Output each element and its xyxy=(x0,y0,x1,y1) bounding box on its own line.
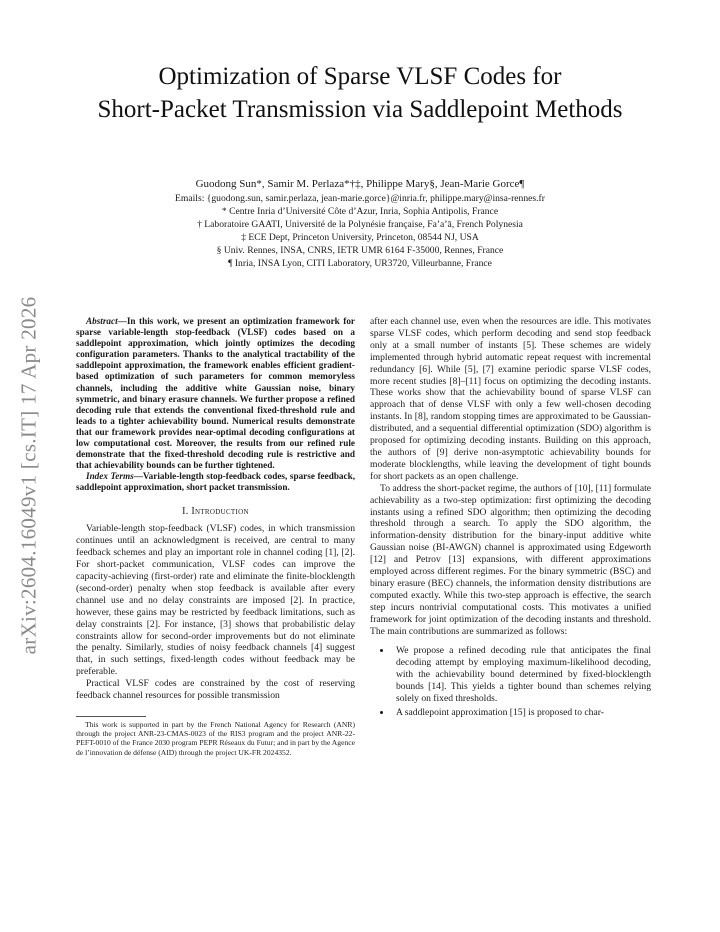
intro-paragraph-1: Variable-length stop-feedback (VLSF) codes, in which transmission continues until an acknowledgment is received, are central to many feedback schemes and play an important role in channel coding [1], [2]. For short-packet communication, VLSF codes can improve the capacity-achieving (first-order) rate and eliminate the finite-blocklength (second-order) penalty when stop feedback is available after every channel use and no delay constraints are imposed [2]. In practice, however, these gains may be restricted by feedback limitations, such as delay constraints [2]. For instance, [3] shows that probabilistic delay constraints allow for second-order improvements but do not eliminate the penalty. Similarly, studies of noisy feedback channels [4] suggest that, in such settings, fixed-length codes without feedback may be preferable. xyxy=(76,523,355,678)
affiliation-3: ‡ ECE Dept, Princeton University, Princeton, 08544 NJ, USA xyxy=(241,232,479,243)
intro-paragraph-3: after each channel use, even when the resources are idle. This motivates sparse VLSF codes, which perform decoding and send stop feedback only at a small number of instants [5]. These schemes are widely implemented through hybrid automatic repeat request with incremental redundancy [6]. While [5], [7] examine periodic sparse VLSF codes, more recent studies [8]–[11] focus on optimizing the decoding instants. These works show that the achievability bound of sparse VLSF can approach that of dense VLSF with only a few well-chosen decoding instants. In [8], random stopping times are approximated to be Gaussian-distributed, and a sequential differential optimization (SDO) algorithm is proposed for optimizing decoding instants. Building on this approach, the authors of [9] derive non-asymptotic achievability bounds for moderate blocklengths, while leaving the development of tight bounds for short packets as an open challenge. xyxy=(370,316,651,482)
affiliation-4: § Univ. Rennes, INSA, CNRS, IETR UMR 6164 F-35000, Rennes, France xyxy=(216,245,504,256)
affiliation-2: † Laboratoire GAATI, Université de la Polynésie française, Fa’a’ā, French Polynesia xyxy=(197,219,523,230)
abstract-label: Abstract xyxy=(86,316,118,326)
paper-title xyxy=(0,60,720,126)
footnote-divider xyxy=(76,716,146,717)
author-emails: Emails: {guodong.sun, samir.perlaza, jean-marie.gorce}@inria.fr, philippe.mary@insa-rennes.fr xyxy=(175,193,545,204)
author-names: Guodong Sun*, Samir M. Perlaza*†‡, Philippe Mary§, Jean-Marie Gorce¶ xyxy=(195,178,525,190)
intro-paragraph-2: Practical VLSF codes are constrained by the cost of reserving feedback channel resources for possible transmission xyxy=(76,678,355,702)
title-line-1: Optimization of Sparse VLSF Codes for xyxy=(158,63,562,90)
index-terms-paragraph xyxy=(76,471,355,493)
abstract-block xyxy=(76,316,355,494)
contribution-item: • We propose a refined decoding rule that anticipates the final decoding attempt by employing maximum-likelihood decoding, with the achievability bound determined by fixed-blocklength bounds [14]. This yields a tighter bound than schemes relying solely on fixed thresholds. xyxy=(392,645,651,705)
abstract-text: —In this work, we present an optimization framework for sparse variable-length stop-feedback (VLSF) codes based on a saddlepoint approximation, which jointly optimizes the decoding configuration parameters. Thanks to the analytical tractability of the saddlepoint approximation, the framework enables efficient gradient-based optimization of such parameters for common memoryless channels, including the additive white Gaussian noise, binary symmetric, and binary erasure channels. We further propose a refined decoding rule that extends the conventional fixed-threshold rule and leads to a tighter achievability bound. Numerical results demonstrate that our framework provides near-optimal decoding configurations at low computational cost. Moreover, the results from our refined rule demonstrate that the fixed-threshold decoding rule is restrictive and that achievability bounds can be further tightened. xyxy=(76,316,355,471)
affiliation-1: * Centre Inria d’Université Côte d’Azur, Inria, Sophia Antipolis, France xyxy=(221,206,499,217)
section-heading-introduction: I. Introduction xyxy=(182,505,249,517)
title-line-2: Short-Packet Transmission via Saddlepoint Methods xyxy=(97,96,623,123)
index-terms-label: Index Terms xyxy=(86,471,134,482)
author-block xyxy=(0,178,720,270)
left-column xyxy=(76,316,355,757)
funding-footnote: This work is supported in part by the French National Agency for Research (ANR) through the project ANR-23-CMAS-0023 of the RIS3 program and the project ANR-22-PEFT-0010 of the France 2030 program PEPR Réseaux du Futur; and in part by the Agence de l’innovation de défense (AID) through the project UK-FR 2024352. xyxy=(76,720,355,757)
intro-paragraph-4: To address the short-packet regime, the authors of [10], [11] formulate achievability as a two-step optimization: first optimizing the decoding instants using a refined SDO algorithm; then optimizing the decoding threshold through a search. To apply the SDO algorithm, the information-density distribution for the binary-input additive white Gaussian noise (BI-AWGN) channel is approximated using Edgeworth [12] and Petrov [13] expansions, with different approximations employed across different regimes. For the binary symmetric (BSC) and binary erasure (BEC) channels, the information density distributions are computed exactly. While this two-step approach is effective, the search step incurs nontrivial computational costs. This motivates a unified framework for joint optimization of the decoding instants and threshold. The main contributions are summarized as follows: xyxy=(370,482,651,637)
arxiv-identifier-stamp xyxy=(6,265,52,685)
contributions-list xyxy=(370,645,651,718)
contribution-item: • A saddlepoint approximation [15] is proposed to char- xyxy=(392,707,651,719)
abstract-paragraph xyxy=(76,316,355,471)
arxiv-identifier: arXiv:2604.16049v1 [cs.IT] 17 Apr 2026 xyxy=(16,296,41,654)
index-terms-text: —Variable-length stop-feedback codes, sparse feedback, saddlepoint approximation, short packet transmission. xyxy=(76,471,356,493)
right-column xyxy=(370,316,651,721)
affiliation-5: ¶ Inria, INSA Lyon, CITI Laboratory, UR3720, Villeurbanne, France xyxy=(228,258,492,269)
